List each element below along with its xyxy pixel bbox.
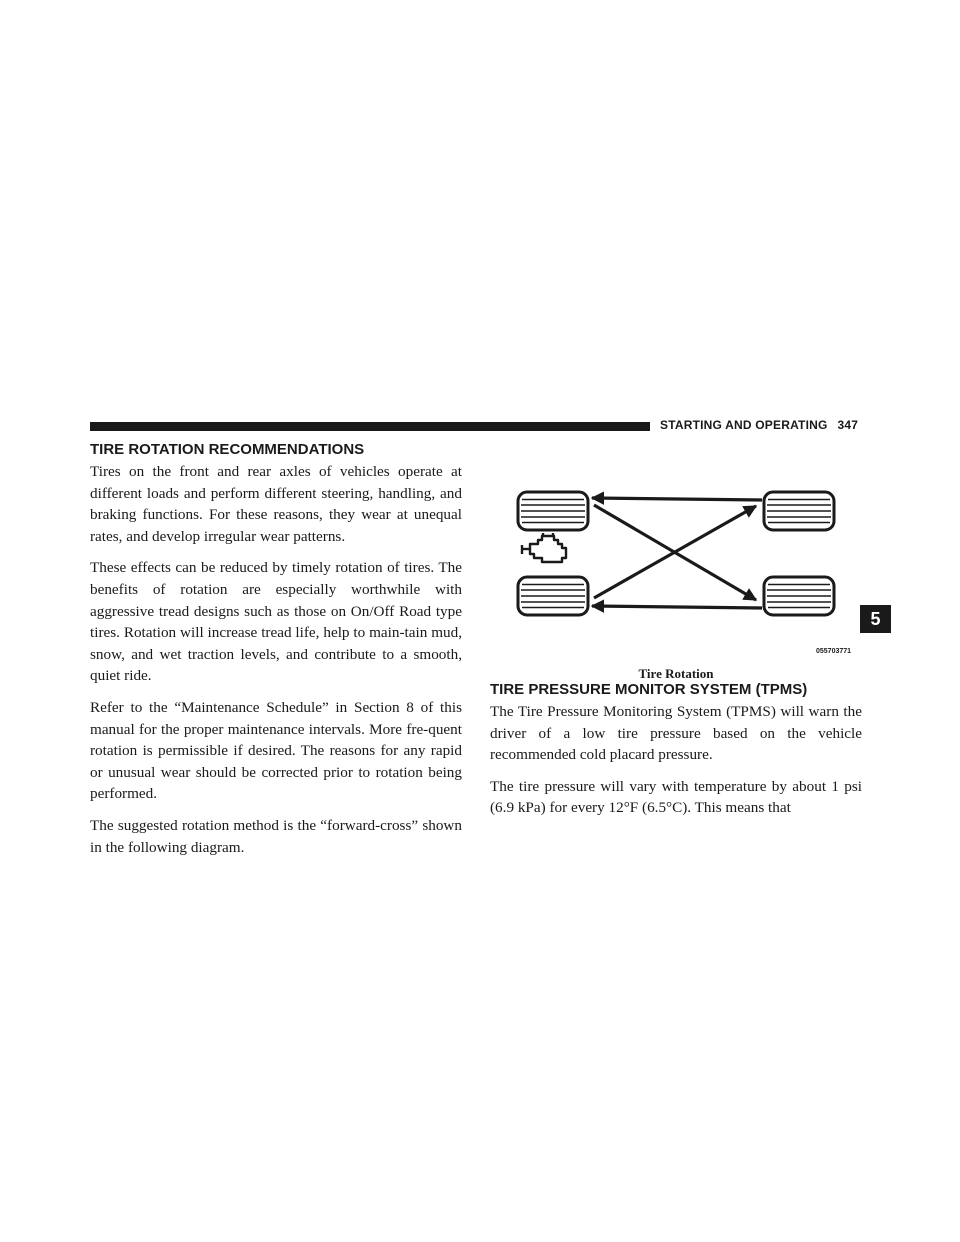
tire-icon (518, 577, 588, 615)
tire-rotation-heading: TIRE ROTATION RECOMMENDATIONS (90, 441, 365, 458)
tire-rotation-diagram (490, 478, 870, 660)
tire-rotation-paragraph-4: The suggested rotation method is the “forward-cross” shown in the following diagram. (90, 816, 462, 856)
section-title: STARTING AND OPERATING (660, 418, 828, 432)
tpms-paragraph-2: The tire pressure will vary with temperature by about 1 psi (6.9 kPa) for every 12°F (6.5°C). This means that (490, 777, 862, 817)
section-tab: 5 (860, 605, 891, 633)
tpms-heading: TIRE PRESSURE MONITOR SYSTEM (TPMS) (490, 681, 808, 698)
tire-rotation-paragraph-1: Tires on the front and rear axles of vehicles operate at different loads and perform different steering, handling, and braking functions. For these reasons, they wear at unequal rates, and develop irregular wear patterns. (90, 463, 462, 545)
tire-icon (518, 492, 588, 530)
engine-icon (522, 533, 566, 562)
arrow-icon (592, 498, 762, 608)
tire-rotation-paragraph-3: Refer to the “Maintenance Schedule” in Section 8 of this manual for the proper maintenance intervals. More fre-quent rotation is permissible if desired. The reasons for any rapid or unusual wear should be corrected prior to rotation being performed. (90, 698, 462, 803)
diagram-id: 055703771 (816, 648, 852, 655)
tpms-paragraph-1: The Tire Pressure Monitoring System (TPMS) will warn the driver of a low tire pressure based on the vehicle recommended cold placard pressure. (490, 703, 862, 764)
tire-rotation-paragraph-2: These effects can be reduced by timely rotation of tires. The benefits of rotation are especially worthwhile with aggressive tread designs such as those on On/Off Road type tires. Rotation will increase tread life, help to main-tain mud, snow, and wet traction levels, and contribute to a smooth, quiet ride. (90, 559, 462, 685)
page-number: 347 (837, 418, 859, 432)
running-header (660, 418, 870, 432)
tire-icon (764, 492, 834, 530)
header-rule (90, 422, 650, 431)
tire-icon (764, 577, 834, 615)
tpms-body (490, 701, 862, 819)
left-column (90, 441, 462, 858)
figure-caption: Tire Rotation (638, 666, 714, 681)
